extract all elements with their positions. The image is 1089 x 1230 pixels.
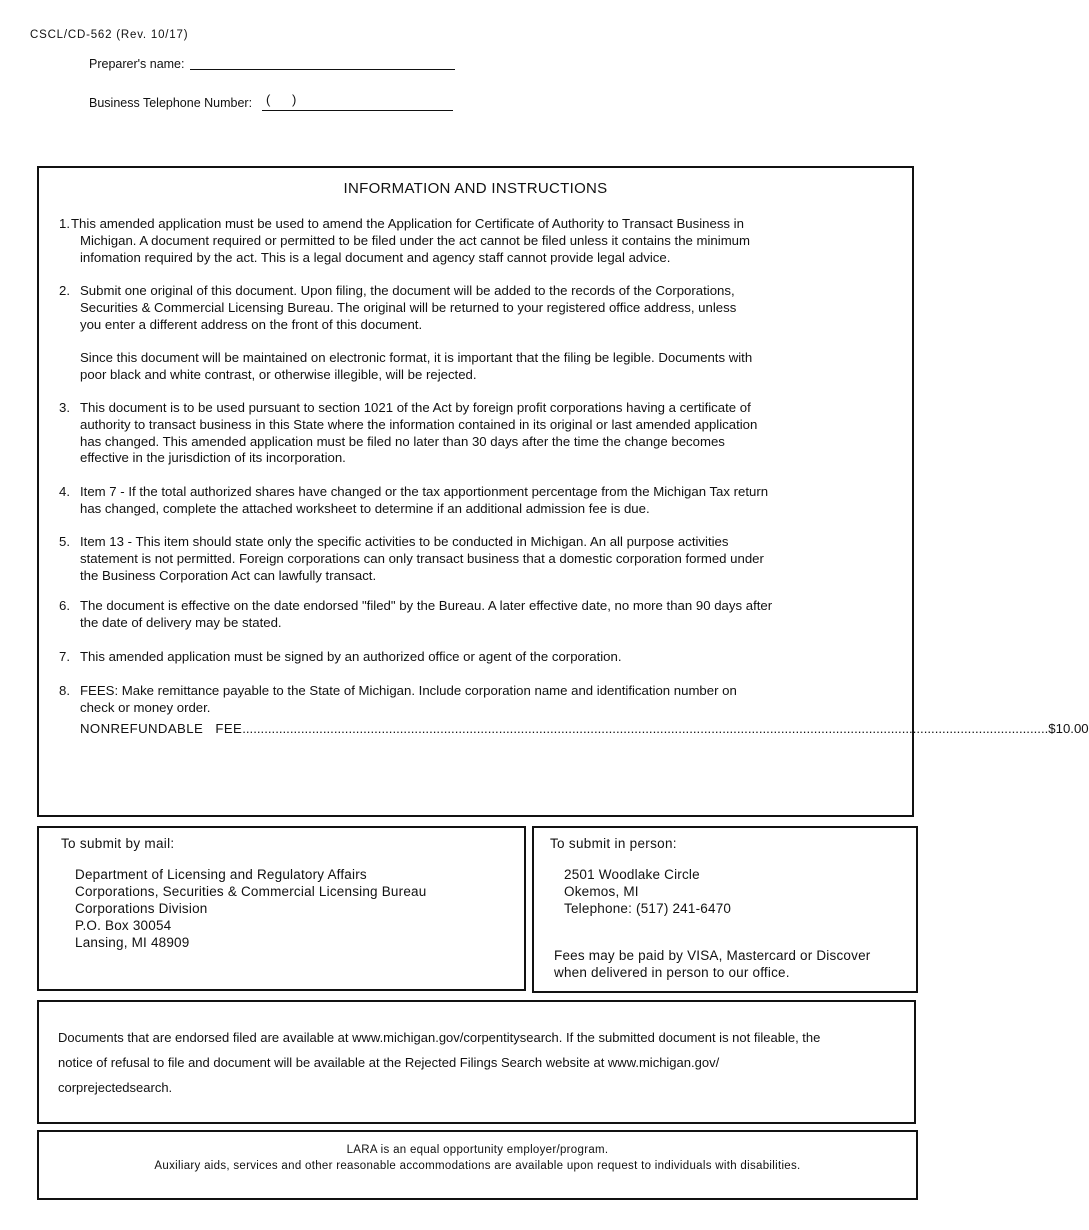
item-number: 6. <box>59 598 70 613</box>
item-line: This amended application must be used to amend the Application for Certificate of Authority to Transact Business in <box>71 216 744 231</box>
instruction-item-5 <box>59 534 859 584</box>
item-line: The document is effective on the date endorsed "filed" by the Bureau. A later effective date, no more than 90 days after <box>80 598 773 613</box>
address-line: Okemos, MI <box>564 884 639 899</box>
instruction-item-6 <box>59 598 859 632</box>
item-number: 7. <box>59 649 70 664</box>
fee-line <box>80 721 1089 736</box>
mail-address <box>75 866 426 951</box>
item-line: This document is to be used pursuant to section 1021 of the Act by foreign profit corporations having a certificate of <box>80 400 751 415</box>
payment-note <box>554 948 870 981</box>
fee-amount: $10.00 <box>1048 721 1089 736</box>
item-line: check or money order. <box>80 699 211 715</box>
lara-footer-box <box>37 1130 918 1200</box>
item-number: 8. <box>59 683 70 698</box>
item-line: has changed, complete the attached worksheet to determine if an additional admission fee is due. <box>80 500 650 516</box>
item-line: you enter a different address on the front of this document. <box>80 316 423 332</box>
item-number: 1. <box>59 216 70 231</box>
filed-line: corprejectedsearch. <box>58 1079 173 1095</box>
item-line: Michigan. A document required or permitted to be filed under the act cannot be filed unless it contains the minimum <box>80 232 751 248</box>
item-line: authority to transact business in this State where the information contained in its original or last amended application <box>80 416 758 432</box>
item-line: This amended application must be signed by an authorized office or agent of the corporation. <box>80 649 622 664</box>
in-person-box <box>532 826 918 993</box>
address-line: P.O. Box 30054 <box>75 918 172 933</box>
lara-statement <box>39 1143 916 1174</box>
item-number: 4. <box>59 484 70 499</box>
filed-documents-box <box>37 1000 916 1124</box>
item-line: Submit one original of this document. Upon filing, the document will be added to the records of the Corporations, <box>80 283 735 298</box>
fee-label: NONREFUNDABLE FEE <box>80 721 243 736</box>
lara-line-2: Auxiliary aids, services and other reasonable accommodations are available upon request to individuals with disabilities. <box>154 1159 801 1172</box>
instruction-item-3 <box>59 400 859 467</box>
payment-note-line: Fees may be paid by VISA, Mastercard or Discover <box>554 948 871 963</box>
item-line: Securities & Commercial Licensing Bureau. The original will be returned to your registered office address, unless <box>80 299 737 315</box>
item-line: poor black and white contrast, or otherwise illegible, will be rejected. <box>80 366 477 382</box>
instruction-item-2 <box>59 283 859 384</box>
in-person-address <box>564 866 731 917</box>
mail-heading: To submit by mail: <box>61 836 175 851</box>
address-line: 2501 Woodlake Circle <box>564 867 700 882</box>
item-line: the Business Corporation Act can lawfully transact. <box>80 567 377 583</box>
item-number: 5. <box>59 534 70 549</box>
item-number: 3. <box>59 400 70 415</box>
address-line: Department of Licensing and Regulatory Affairs <box>75 867 367 882</box>
address-line: Corporations, Securities & Commercial Licensing Bureau <box>75 884 427 899</box>
filed-documents-text <box>58 1026 898 1100</box>
instructions-box <box>37 166 1089 817</box>
instruction-item-8 <box>59 683 859 717</box>
filed-line: notice of refusal to file and document will be available at the Rejected Filings Search website at www.michigan.gov/ <box>58 1054 720 1070</box>
address-line: Corporations Division <box>75 901 208 916</box>
payment-note-line: when delivered in person to our office. <box>554 964 790 980</box>
preparer-name-field[interactable] <box>190 69 455 70</box>
address-line: Lansing, MI 48909 <box>75 935 190 950</box>
item-line: effective in the jurisdiction of its incorporation. <box>80 450 346 466</box>
in-person-heading: To submit in person: <box>550 836 677 851</box>
item-line: the date of delivery may be stated. <box>80 614 282 630</box>
instruction-item-7 <box>59 649 859 666</box>
item-line: FEES: Make remittance payable to the State of Michigan. Include corporation name and identification number on <box>80 683 737 698</box>
preparer-label: Preparer's name: <box>89 57 185 71</box>
item-line: statement is not permitted. Foreign corporations can only transact business that a domestic corporation formed under <box>80 550 764 566</box>
instruction-item-1 <box>59 216 859 266</box>
item-line: Item 7 - If the total authorized shares have changed or the tax apportionment percentage from the Michigan Tax return <box>80 484 769 499</box>
lara-line-1: LARA is an equal opportunity employer/program. <box>346 1144 609 1156</box>
item-line: infomation required by the act. This is a legal document and agency staff cannot provide legal advice. <box>80 249 671 265</box>
instructions-title: INFORMATION AND INSTRUCTIONS <box>343 180 608 197</box>
item-line: Item 13 - This item should state only the specific activities to be conducted in Michigan. An all purpose activities <box>80 534 729 549</box>
phone-area-code-parens: ( ) <box>266 92 297 107</box>
fee-leader-dots: ............................................................................................................................................................................................................................ <box>242 721 1049 736</box>
item-line: has changed. This amended application must be filed no later than 30 days after the time the change becomes <box>80 433 725 449</box>
form-id: CSCL/CD-562 (Rev. 10/17) <box>30 29 189 41</box>
phone-label: Business Telephone Number: <box>89 96 253 110</box>
filed-line: Documents that are endorsed filed are available at www.michigan.gov/corpentitysearch. If the submitted document is not fileable, the <box>58 1030 821 1045</box>
address-line: Telephone: (517) 241-6470 <box>564 901 732 916</box>
item-line: Since this document will be maintained on electronic format, it is important that the filing be legible. Documents with <box>80 350 753 366</box>
phone-field[interactable] <box>262 110 453 111</box>
item-number: 2. <box>59 283 70 298</box>
mail-box <box>37 826 526 991</box>
instruction-item-4 <box>59 484 859 518</box>
